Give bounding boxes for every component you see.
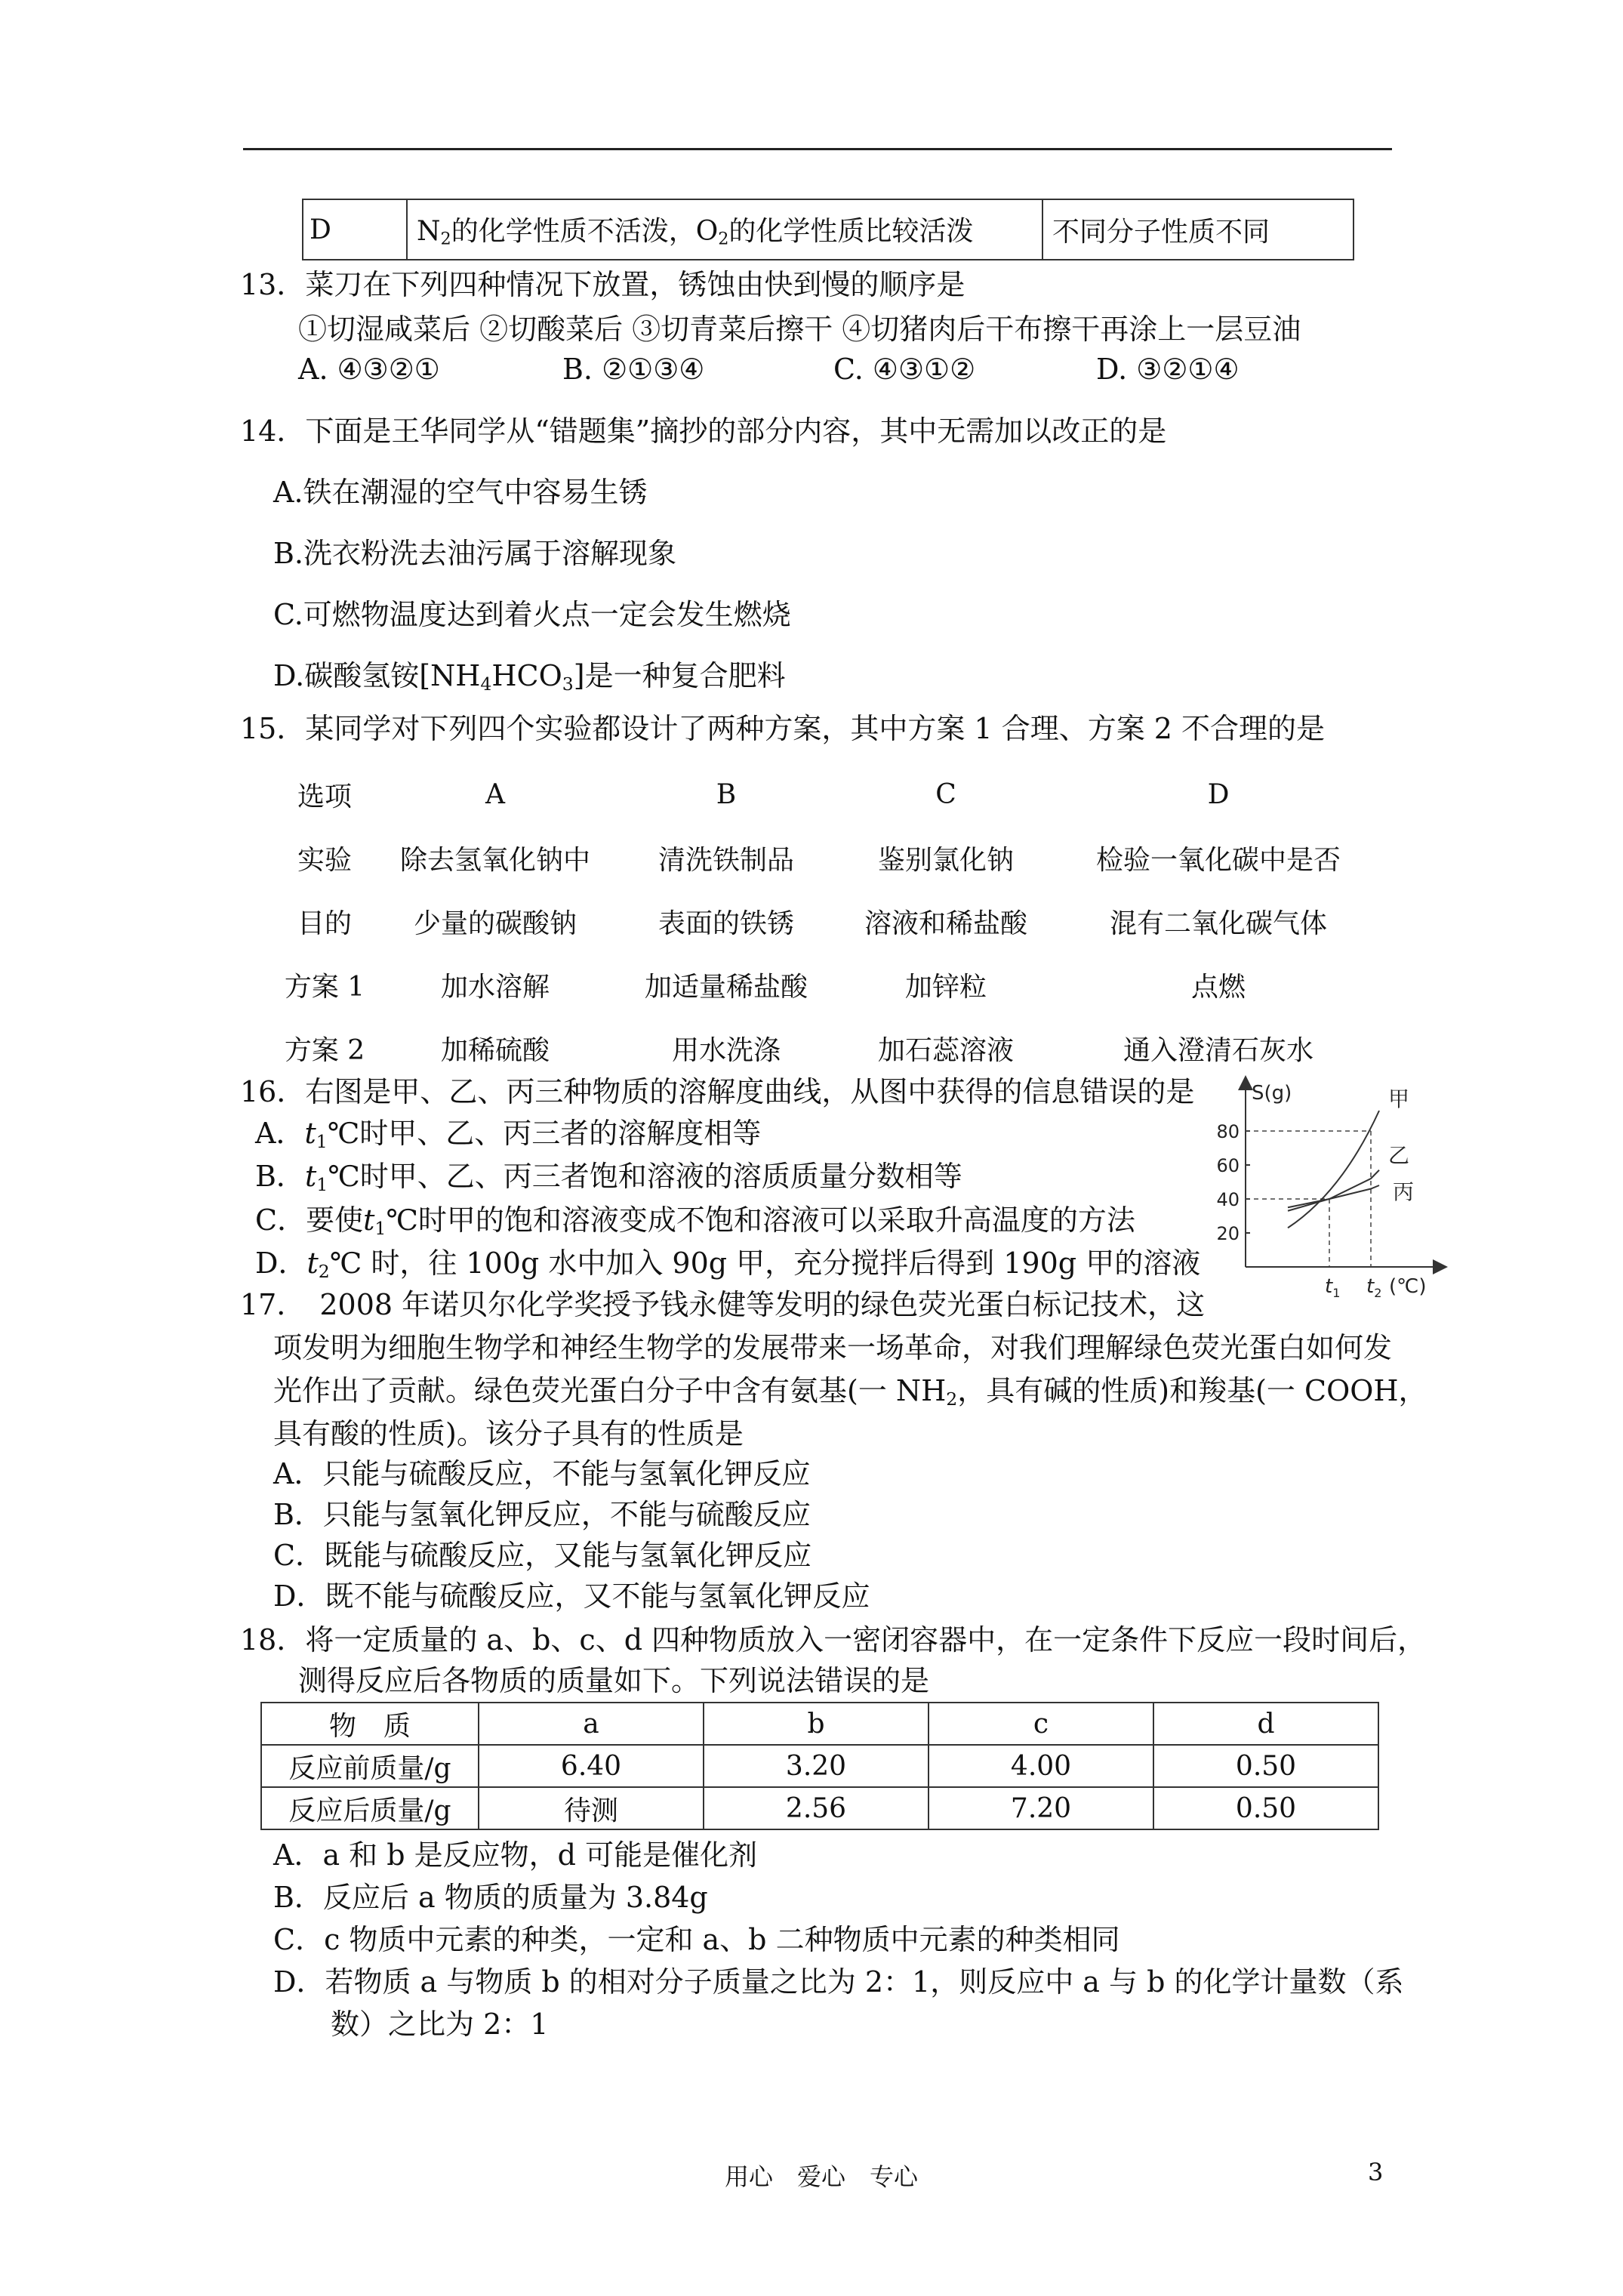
- x-axis-label: (℃): [1389, 1275, 1427, 1298]
- q15-cell: 溶液和稀盐酸: [864, 908, 1027, 939]
- series-label-3: 丙: [1393, 1179, 1415, 1204]
- q18-cell: 2.56: [704, 1787, 929, 1829]
- solubility-chart: [1200, 1072, 1449, 1299]
- q17-line1: 17． 2008 年诺贝尔化学奖授予钱永健等发明的绿色荧光蛋白标记技术，这: [240, 1288, 1206, 1321]
- series-line-1: [1288, 1111, 1379, 1228]
- q14-stem: 14．下面是王华同学从“错题集”摘抄的部分内容，其中无需加以改正的是: [240, 415, 1167, 448]
- q15-cell: 加石蕊溶液: [877, 1034, 1014, 1066]
- q15-cell: 除去氢氧化钠中: [399, 844, 590, 876]
- q14-option-d: D.碳酸氢铵$[NH_4HCO_3]$是一种复合肥料: [273, 659, 786, 695]
- q13-option-a: A. ④③②①: [298, 353, 440, 386]
- q18-cell: 物 质: [261, 1703, 479, 1745]
- footer-motto: 用心 爱心 专心: [725, 2162, 919, 2191]
- y-tick-label: 20: [1216, 1223, 1240, 1244]
- q15-cell: 通入澄清石灰水: [1123, 1034, 1313, 1066]
- q13-option-c: C. ④③①②: [833, 353, 976, 386]
- q18-cell: b: [704, 1703, 929, 1745]
- q16-option-a: A．$t_1℃$时甲、乙、丙三者的溶解度相等: [255, 1117, 762, 1152]
- x-tick-label: $t_2$: [1366, 1275, 1382, 1299]
- q13-option-b: B. ②①③④: [562, 353, 705, 386]
- q15-cell: 加稀硫酸: [440, 1034, 550, 1066]
- q18-cell: 3.20: [704, 1745, 929, 1787]
- q15-cell: 表面的铁锈: [658, 908, 794, 939]
- q18-cell: a: [479, 1703, 704, 1745]
- q18-option-d-line1: D．若物质 a 与物质 b 的相对分子质量之比为 2：1，则反应中 a 与 b 的化学计量数（系: [273, 1965, 1404, 1999]
- q18-cell: c: [929, 1703, 1153, 1745]
- q18-cell: 反应后质量/g: [261, 1787, 479, 1829]
- q15-cell: 鉴别氯化钠: [877, 844, 1014, 876]
- q18-cell: 4.00: [929, 1745, 1153, 1787]
- q15-cell: 少量的碳酸钠: [413, 908, 577, 939]
- q14-option-b: B.洗衣粉洗去油污属于溶解现象: [273, 537, 677, 570]
- q18-option-c: C．c 物质中元素的种类，一定和 a、b 二种物质中元素的种类相同: [273, 1923, 1120, 1956]
- y-tick-label: 40: [1216, 1189, 1240, 1210]
- q18-option-d-line2: 数）之比为 2：1: [331, 2008, 549, 2041]
- q17-option-a: A．只能与硫酸反应，不能与氢氧化钾反应: [273, 1457, 811, 1490]
- page-number: 3: [1368, 2158, 1384, 2187]
- q15-cell: 检验一氧化碳中是否: [1095, 844, 1341, 876]
- q18-table: [260, 1702, 1379, 1830]
- q18-cell: 6.40: [479, 1745, 704, 1787]
- q15-stem: 15．某同学对下列四个实验都设计了两种方案，其中方案 1 合理、方案 2 不合理的是: [240, 712, 1326, 745]
- q15-table: [273, 763, 1383, 1080]
- q15-cell: D: [1207, 778, 1230, 810]
- q15-cell: B: [716, 778, 737, 810]
- q15-cell: 混有二氧化碳气体: [1109, 908, 1327, 939]
- q17-option-c: C．既能与硫酸反应，又能与氢氧化钾反应: [273, 1539, 812, 1572]
- q13-stem: 13．菜刀在下列四种情况下放置，锈蚀由快到慢的顺序是: [240, 268, 965, 301]
- q15-cell: 加水溶解: [440, 971, 550, 1003]
- q16-stem: 16．右图是甲、乙、丙三种物质的溶解度曲线，从图中获得的信息错误的是: [240, 1075, 1195, 1108]
- q18-option-a: A．a 和 b 是反应物，d 可能是催化剂: [273, 1838, 758, 1872]
- q17-line3: 光作出了贡献。绿色荧光蛋白分子中含有氨基(一 $NH_2$，具有碱的性质)和羧基(一 COOH，: [273, 1374, 1427, 1410]
- top-table: [302, 199, 1354, 260]
- y-tick-label: 60: [1216, 1155, 1240, 1176]
- q18-line1: 18．将一定质量的 a、b、c、d 四种物质放入一密闭容器中，在一定条件下反应一段时间后，: [240, 1623, 1427, 1657]
- x-tick-label: $t_1$: [1325, 1275, 1341, 1299]
- q15-cell: 清洗铁制品: [658, 844, 794, 876]
- top-table-col2: $N_2$的化学性质不活泼，$O_2$的化学性质比较活泼: [407, 199, 1042, 260]
- q16-option-b: B．$t_1℃$时甲、乙、丙三者饱和溶液的溶质质量分数相等: [255, 1160, 962, 1195]
- q15-cell: 目的: [297, 908, 352, 939]
- q14-option-c: C.可燃物温度达到着火点一定会发生燃烧: [273, 598, 791, 631]
- q15-cell: C: [935, 778, 956, 810]
- q14-option-a: A.铁在潮湿的空气中容易生锈: [273, 476, 648, 509]
- q15-cell: A: [485, 778, 505, 810]
- q17-option-d: D．既不能与硫酸反应，又不能与氢氧化钾反应: [273, 1579, 870, 1613]
- q15-cell: 点燃: [1190, 971, 1246, 1003]
- series-label-1: 甲: [1388, 1086, 1410, 1111]
- q17-line2: 项发明为细胞生物学和神经生物学的发展带来一场革命，对我们理解绿色荧光蛋白如何发: [273, 1331, 1393, 1364]
- q15-cell: 方案 1: [284, 971, 365, 1003]
- q18-cell: 0.50: [1153, 1787, 1378, 1829]
- top-table-col1: D: [303, 199, 407, 260]
- q15-cell: 实验: [297, 844, 352, 876]
- top-table-col3: 不同分子性质不同: [1042, 199, 1354, 260]
- header-rule: [243, 148, 1392, 150]
- q18-cell: 0.50: [1153, 1745, 1378, 1787]
- q13-detail: ①切湿咸菜后 ②切酸菜后 ③切青菜后擦干 ④切猪肉后干布擦干再涂上一层豆油: [298, 313, 1301, 346]
- q15-cell: 加锌粒: [904, 971, 987, 1003]
- q15-cell: 加适量稀盐酸: [644, 971, 808, 1003]
- q18-cell: 反应前质量/g: [261, 1745, 479, 1787]
- q18-option-b: B．反应后 a 物质的质量为 3.84g: [273, 1881, 708, 1914]
- q16-option-c: C．要使$t_1℃$时甲的饱和溶液变成不饱和溶液可以采取升高温度的方法: [255, 1203, 1135, 1239]
- q17-line4: 具有酸的性质)。该分子具有的性质是: [273, 1417, 744, 1450]
- q15-cell: 方案 2: [284, 1034, 365, 1066]
- q13-option-d: D. ③②①④: [1096, 353, 1240, 386]
- series-label-2: 乙: [1388, 1142, 1410, 1168]
- q18-cell: 待测: [479, 1787, 704, 1829]
- q16-option-d: D．$t_2℃$ 时，往 100g 水中加入 90g 甲，充分搅拌后得到 190g 甲的溶液: [255, 1247, 1201, 1282]
- q18-line2: 测得反应后各物质的质量如下。下列说法错误的是: [298, 1664, 930, 1697]
- y-axis-label: S(g): [1252, 1082, 1292, 1105]
- q15-cell: 选项: [297, 781, 352, 812]
- y-tick-label: 80: [1216, 1121, 1240, 1142]
- q17-option-b: B．只能与氢氧化钾反应，不能与硫酸反应: [273, 1498, 811, 1531]
- q15-cell: 用水洗涤: [671, 1034, 781, 1066]
- q18-cell: d: [1153, 1703, 1378, 1745]
- q18-cell: 7.20: [929, 1787, 1153, 1829]
